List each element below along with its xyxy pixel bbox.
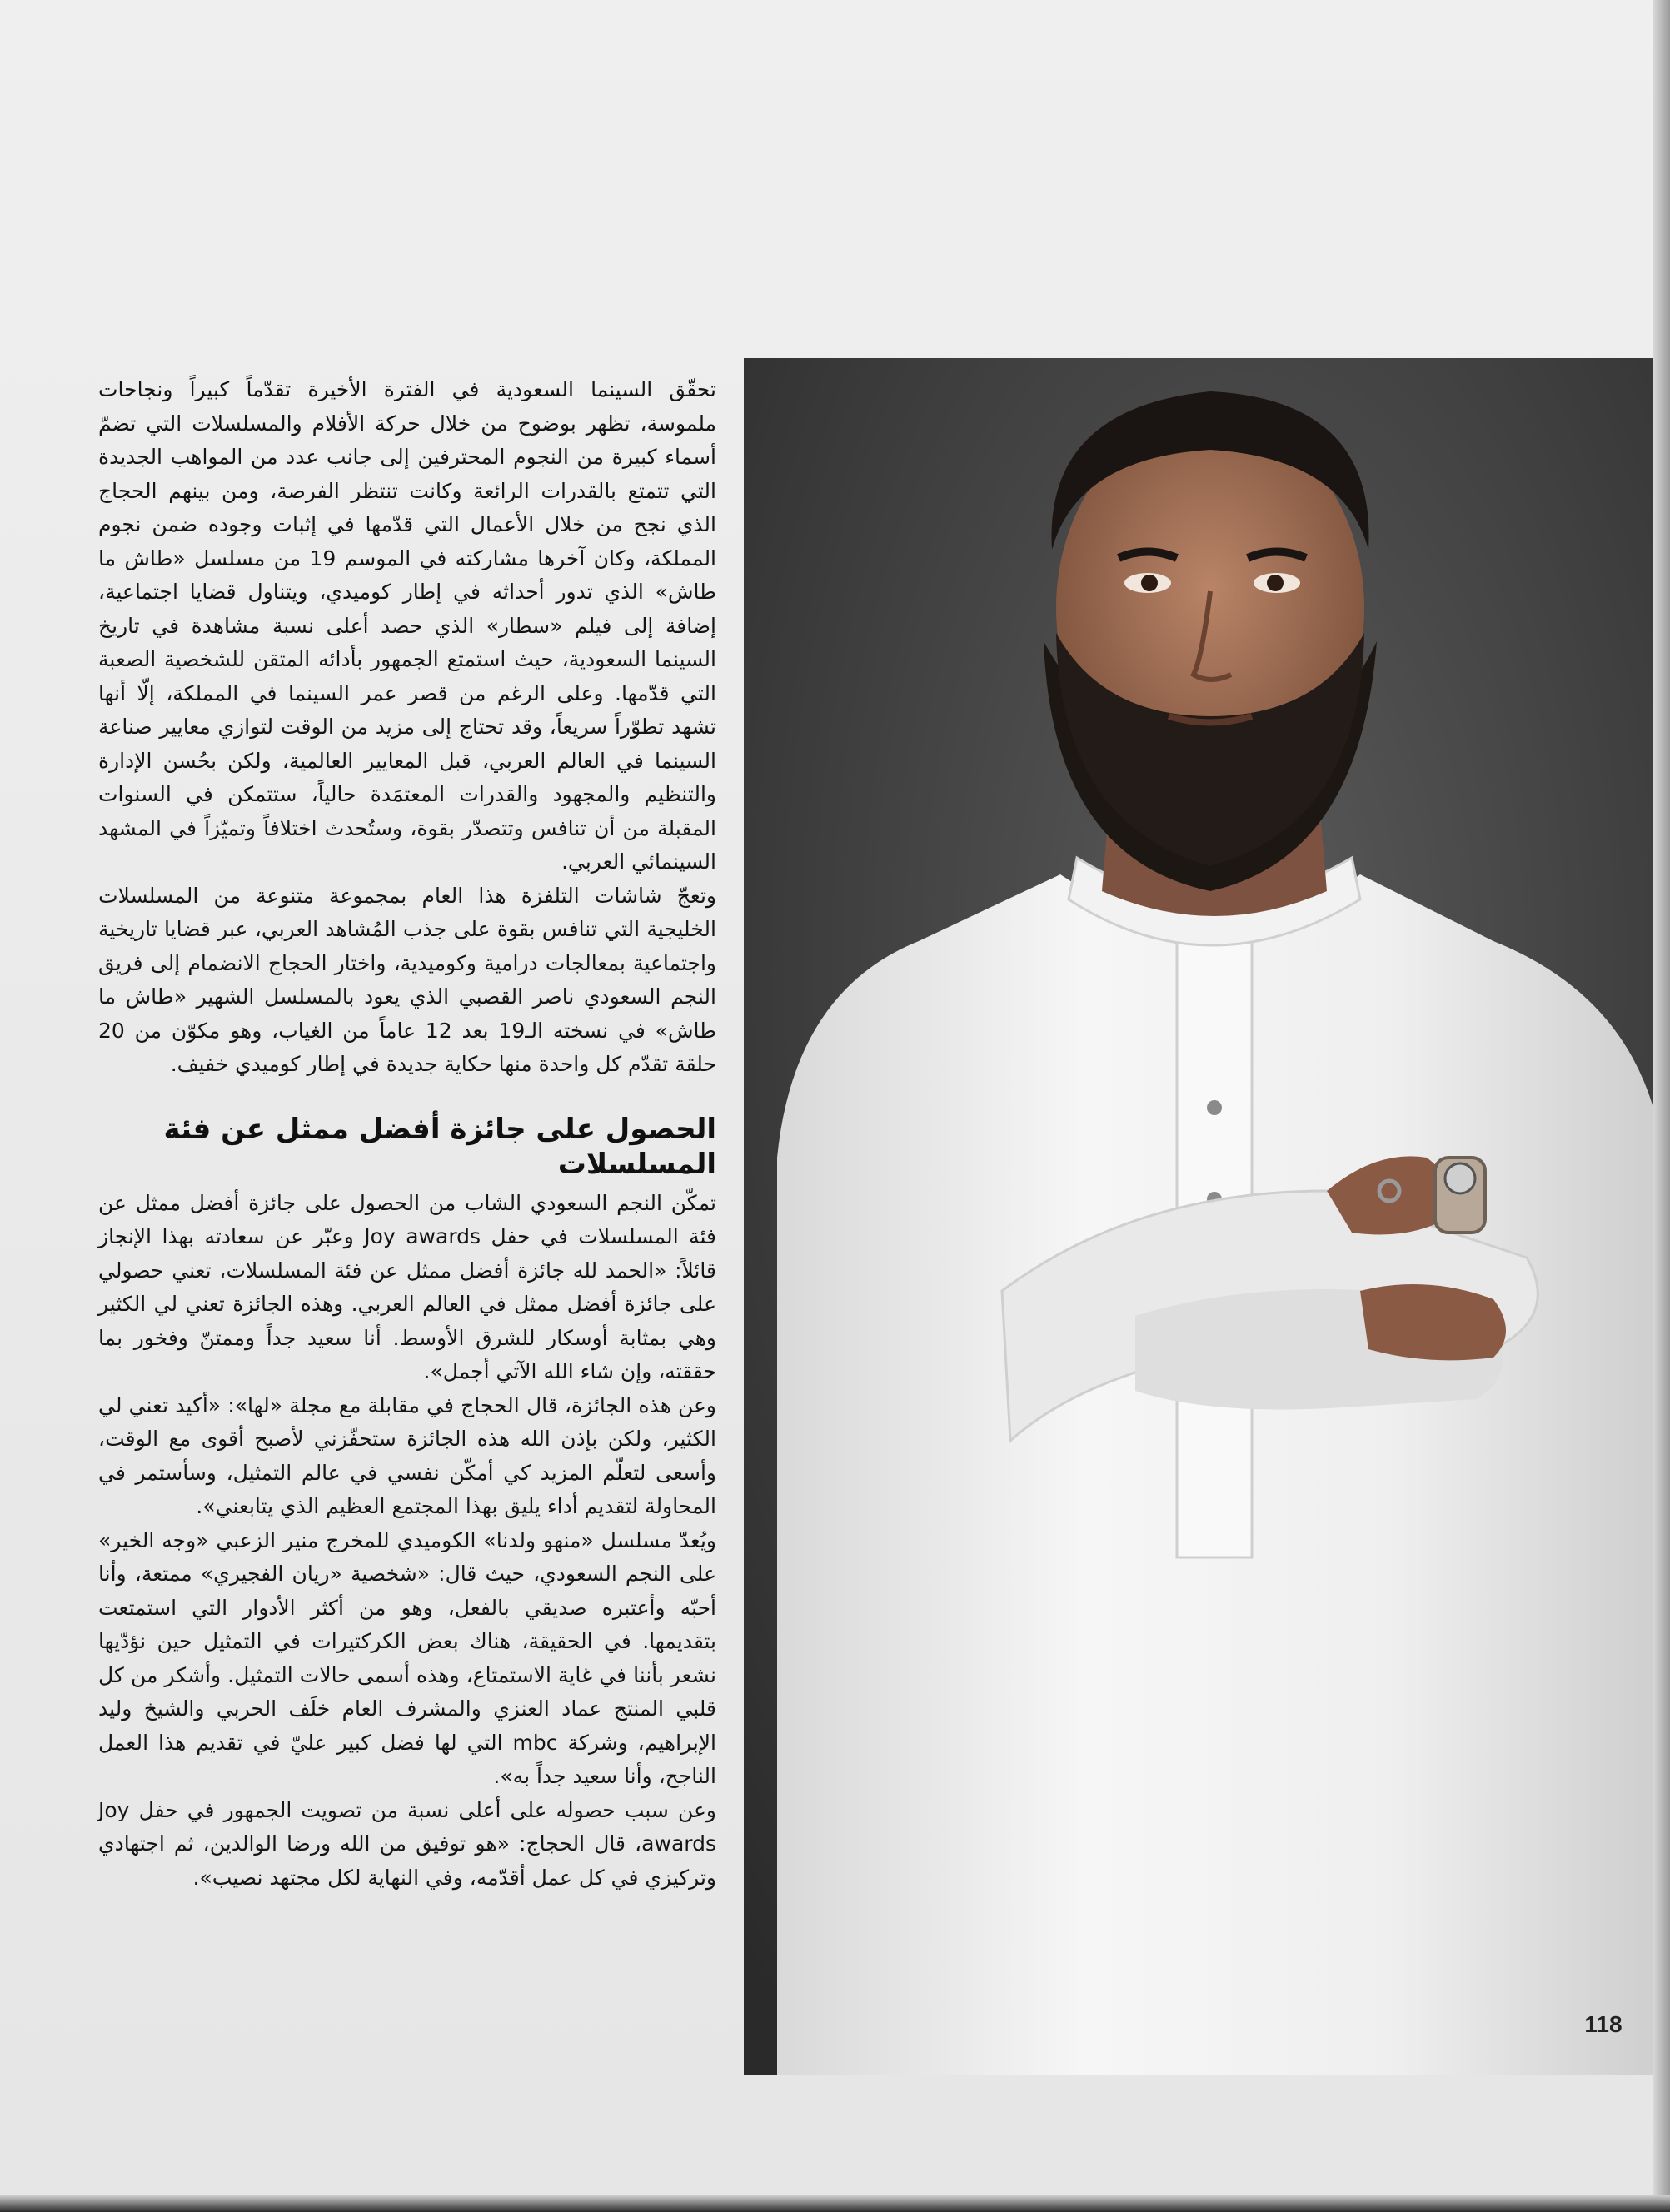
article-paragraph: وعن هذه الجائزة، قال الحجاج في مقابلة مع مجلة «لها»: «أكيد تعني لي الكثير، ولكن بإذن الله هذه الجائزة ستحفّزني لأصبح أقوى مع الوقت، وأسعى لتعلّم المزيد كي أمكّن نفسي في عالم التمثيل، وسأستمر في المحاولة لتقديم أداء يليق بهذا المجتمع العظيم الذي يتابعني».: [98, 1392, 716, 1518]
page-number: 118: [1584, 2011, 1623, 2037]
article-paragraph: وعن سبب حصوله على أعلى نسبة من تصويت الجمهور في حفل Joy awards، قال الحجاج: «هو توفيق من الله ورضا الوالدين، ثم اجتهادي وتركيزي في كل عمل أقدّمه، وفي النهاية لكل مجتهد نصيب».: [98, 1797, 716, 1890]
article-paragraph: وتعجّ شاشات التلفزة هذا العام بمجموعة متنوعة من المسلسلات الخليجية التي تنافس بقوة على جذب المُشاهد العربي، عبر قضايا تاريخية واجتماعية بمعالجات درامية وكوميدية، واختار الحجاج الانضمام إلى فريق النجم السعودي ناصر القصبي الذي يعود بالمسلسل الشهير «طاش ما طاش» في نسخته الـ19 بعد 12 عاماً من الغياب، وهو مكوّن من 20 حلقة تقدّم كل واحدة منها حكاية جديدة في إطار كوميدي خفيف.: [98, 883, 716, 1076]
article-paragraph: تحقّق السينما السعودية في الفترة الأخيرة تقدّماً كبيراً ونجاحات ملموسة، تظهر بوضوح من خلال حركة الأفلام والمسلسلات التي تضمّ أسماء كبيرة من النجوم المحترفين إلى جانب عدد من المواهب الجديدة التي تتمتع بالقدرات الرائعة وكانت تنتظر الفرصة، ومن بينهم الحجاج الذي نجح من خلال الأعمال التي قدّمها في إثبات وجوده ضمن نجوم المملكة، وكان آخرها مشاركته في الموسم 19 من مسلسل «طاش ما طاش» الذي تدور أحداثه في إطار كوميدي، ويتناول قضايا اجتماعية، إضافة إلى فيلم «سطار» الذي حصد أعلى نسبة مشاهدة في تاريخ السينما السعودية، حيث استمتع الجمهور بأدائه المتقن للشخصية الصعبة التي قدّمها. وعلى الرغم من قصر عمر السينما في المملكة، إلّا أنها تشهد تطوّراً سريعاً، وقد تحتاج إلى مزيد من الوقت لتوازي معايير صناعة السينما في العالم العربي، قبل المعايير العالمية، ولكن بحُسن الإدارة والتنظيم والمجهود والقدرات المعتمَدة حالياً، ستتمكن في السنوات المقبلة من أن تنافس وتتصدّر بقوة، وستُحدث اختلافاً وتميّزاً في المشهد السينمائي العربي.: [98, 377, 717, 874]
article-paragraph: تمكّن النجم السعودي الشاب من الحصول على جائزة أفضل ممثل عن فئة المسلسلات في حفل Joy awards وعبّر عن سعادته بهذا الإنجاز قائلاً: «الحمد لله جائزة أفضل ممثل عن فئة المسلسلات، تعني حصولي على جائزة أفضل ممثل في العالم العربي. وهذه الجائزة تعني لي الكثير وهي بمثابة أوسكار للشرق الأوسط. أنا سعيد جداً وممتنّ وفخور بما حققته، وإن شاء الله الآتي أجمل».: [98, 1190, 717, 1383]
section-heading: الحصول على جائزة أفضل ممثل عن فئة المسلسلات: [163, 1112, 716, 1181]
page-edge-shadow: [1653, 0, 1670, 2212]
article-column: [98, 373, 716, 2072]
page-bottom-shadow: [0, 2195, 1670, 2212]
portrait-illustration: [744, 358, 1653, 2075]
article-paragraph: ويُعدّ مسلسل «منهو ولدنا» الكوميدي للمخرج منير الزعبي «وجه الخير» على النجم السعودي، حيث قال: «شخصية «ريان الفجيري» ممتعة، وأنا أحبّه وأعتبره صديقي بالفعل، وهو من أكثر الأدوار التي استمتعت بتقديمها. في الحقيقة، هناك بعض الكركتيرات في التمثيل حين نؤدّيها نشعر بأننا في غاية الاستمتاع، وهذه أسمى حالات التمثيل. وأشكر من كل قلبي المنتج عماد العنزي والمشرف العام خلَف الحربي والشيخ وليد الإبراهيم، وشركة mbc التي لها فضل كبير عليّ في تقديم هذا العمل الناجح، وأنا سعيد جداً به».: [98, 1527, 716, 1788]
portrait-photo: [744, 358, 1653, 2075]
